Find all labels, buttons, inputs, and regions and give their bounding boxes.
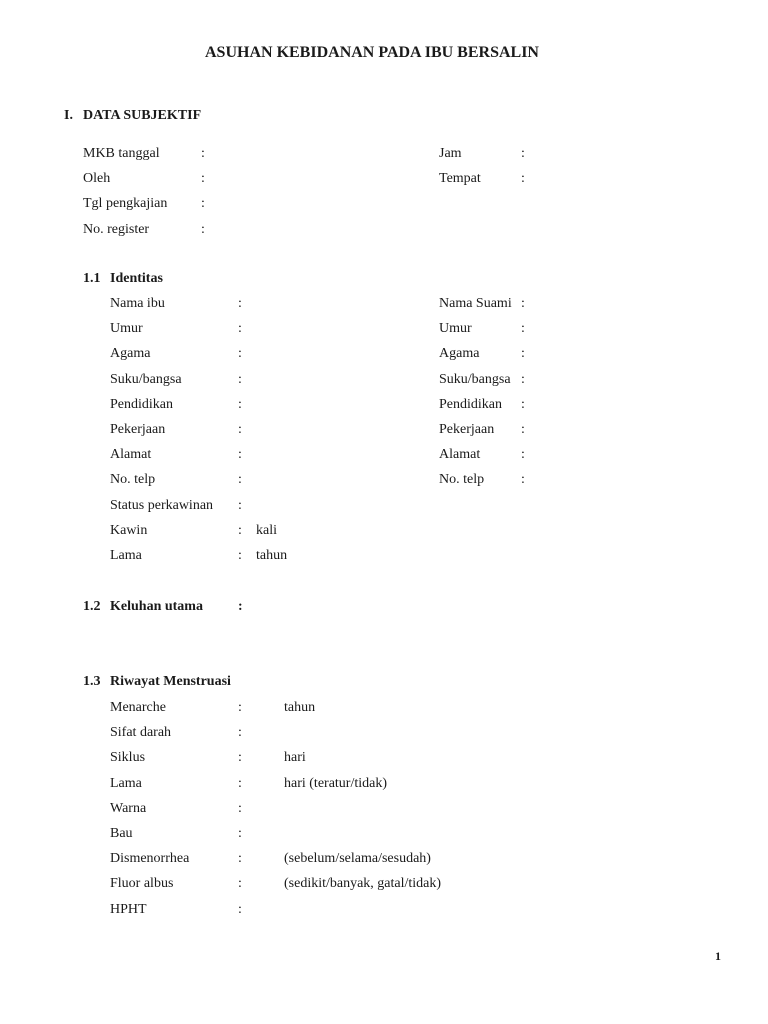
field-value: hari (teratur/tidak) — [284, 775, 388, 791]
field-label: Tgl pengkajian — [83, 196, 168, 212]
field-label: Agama — [439, 346, 480, 362]
field-label: Lama — [110, 548, 142, 563]
subsection-heading: Riwayat Menstruasi — [110, 674, 231, 689]
field-label: Bau — [110, 826, 133, 841]
page-number: 1 — [715, 949, 721, 963]
subsection-number: 1.1 — [83, 271, 101, 286]
field-label: Agama — [110, 346, 151, 362]
field-label: Suku/bangsa — [110, 371, 182, 387]
field-colon: : — [238, 750, 242, 766]
field-label: Kawin — [110, 522, 148, 538]
field-label: No. telp — [110, 472, 156, 488]
field-label: Umur — [110, 321, 143, 337]
field-colon: : — [521, 296, 525, 311]
subsection-heading: Identitas — [110, 271, 163, 286]
field-value: hari — [284, 750, 306, 766]
field-label: Alamat — [110, 447, 152, 463]
field-colon: : — [238, 371, 242, 387]
field-label: No. telp — [439, 472, 485, 488]
field-colon: : — [521, 321, 525, 337]
field-colon: : — [238, 599, 243, 614]
field-value: (sedikit/banyak, gatal/tidak) — [284, 876, 442, 892]
field-label: Pendidikan — [110, 396, 173, 412]
document-title: ASUHAN KEBIDANAN PADA IBU BERSALIN — [205, 44, 539, 61]
field-label: Pendidikan — [439, 396, 502, 412]
field-colon: : — [238, 725, 242, 741]
field-colon: : — [201, 221, 205, 237]
field-colon: : — [521, 447, 525, 463]
field-colon: : — [238, 548, 242, 563]
field-colon: : — [521, 346, 525, 362]
subsection-number: 1.2 — [83, 599, 101, 614]
field-colon: : — [238, 876, 242, 892]
field-colon: : — [238, 800, 242, 816]
field-colon: : — [238, 497, 242, 513]
field-colon: : — [238, 321, 242, 337]
field-colon: : — [238, 826, 242, 841]
field-colon: : — [238, 296, 242, 311]
field-label: Warna — [110, 800, 147, 816]
field-label: HPHT — [110, 901, 147, 917]
field-label: Lama — [110, 775, 142, 791]
field-label: Umur — [439, 321, 472, 337]
field-colon: : — [521, 472, 525, 488]
field-label: Tempat — [439, 171, 481, 187]
field-label: Fluor albus — [110, 876, 174, 892]
section-heading: DATA SUBJEKTIF — [83, 108, 202, 123]
field-colon: : — [238, 775, 242, 791]
field-colon: : — [201, 146, 205, 161]
field-colon: : — [238, 472, 242, 488]
field-colon: : — [521, 171, 525, 187]
field-value: kali — [256, 522, 277, 538]
field-colon: : — [238, 700, 242, 715]
field-label: MKB tanggal — [83, 146, 160, 161]
field-colon: : — [521, 422, 525, 437]
field-value: (sebelum/selama/sesudah) — [284, 851, 431, 867]
field-colon: : — [521, 396, 525, 412]
field-label: Pekerjaan — [110, 422, 166, 437]
field-colon: : — [201, 196, 205, 212]
field-value: tahun — [256, 548, 288, 563]
field-label: Alamat — [439, 447, 481, 463]
field-label: Pekerjaan — [439, 422, 495, 437]
field-colon: : — [238, 901, 242, 917]
field-colon: : — [521, 146, 525, 161]
field-colon: : — [238, 851, 242, 867]
field-colon: : — [238, 447, 242, 463]
field-label: Oleh — [83, 171, 111, 187]
field-colon: : — [238, 422, 242, 437]
field-label: Sifat darah — [110, 725, 172, 741]
field-label: Suku/bangsa — [439, 371, 511, 387]
field-label: Siklus — [110, 750, 146, 766]
field-colon: : — [521, 371, 525, 387]
section-number: I. — [64, 108, 73, 123]
field-colon: : — [238, 396, 242, 412]
field-colon: : — [201, 171, 205, 187]
field-label: No. register — [83, 221, 150, 237]
field-label: Nama Suami — [439, 296, 512, 311]
field-label: Jam — [439, 146, 462, 161]
field-colon: : — [238, 522, 242, 538]
field-label: Status perkawinan — [110, 497, 214, 513]
subsection-number: 1.3 — [83, 674, 101, 689]
subsection-heading: Keluhan utama — [110, 599, 203, 614]
field-label: Dismenorrhea — [110, 851, 190, 867]
field-label: Nama ibu — [110, 296, 165, 311]
field-value: tahun — [284, 700, 316, 715]
field-colon: : — [238, 346, 242, 362]
field-label: Menarche — [110, 700, 166, 715]
